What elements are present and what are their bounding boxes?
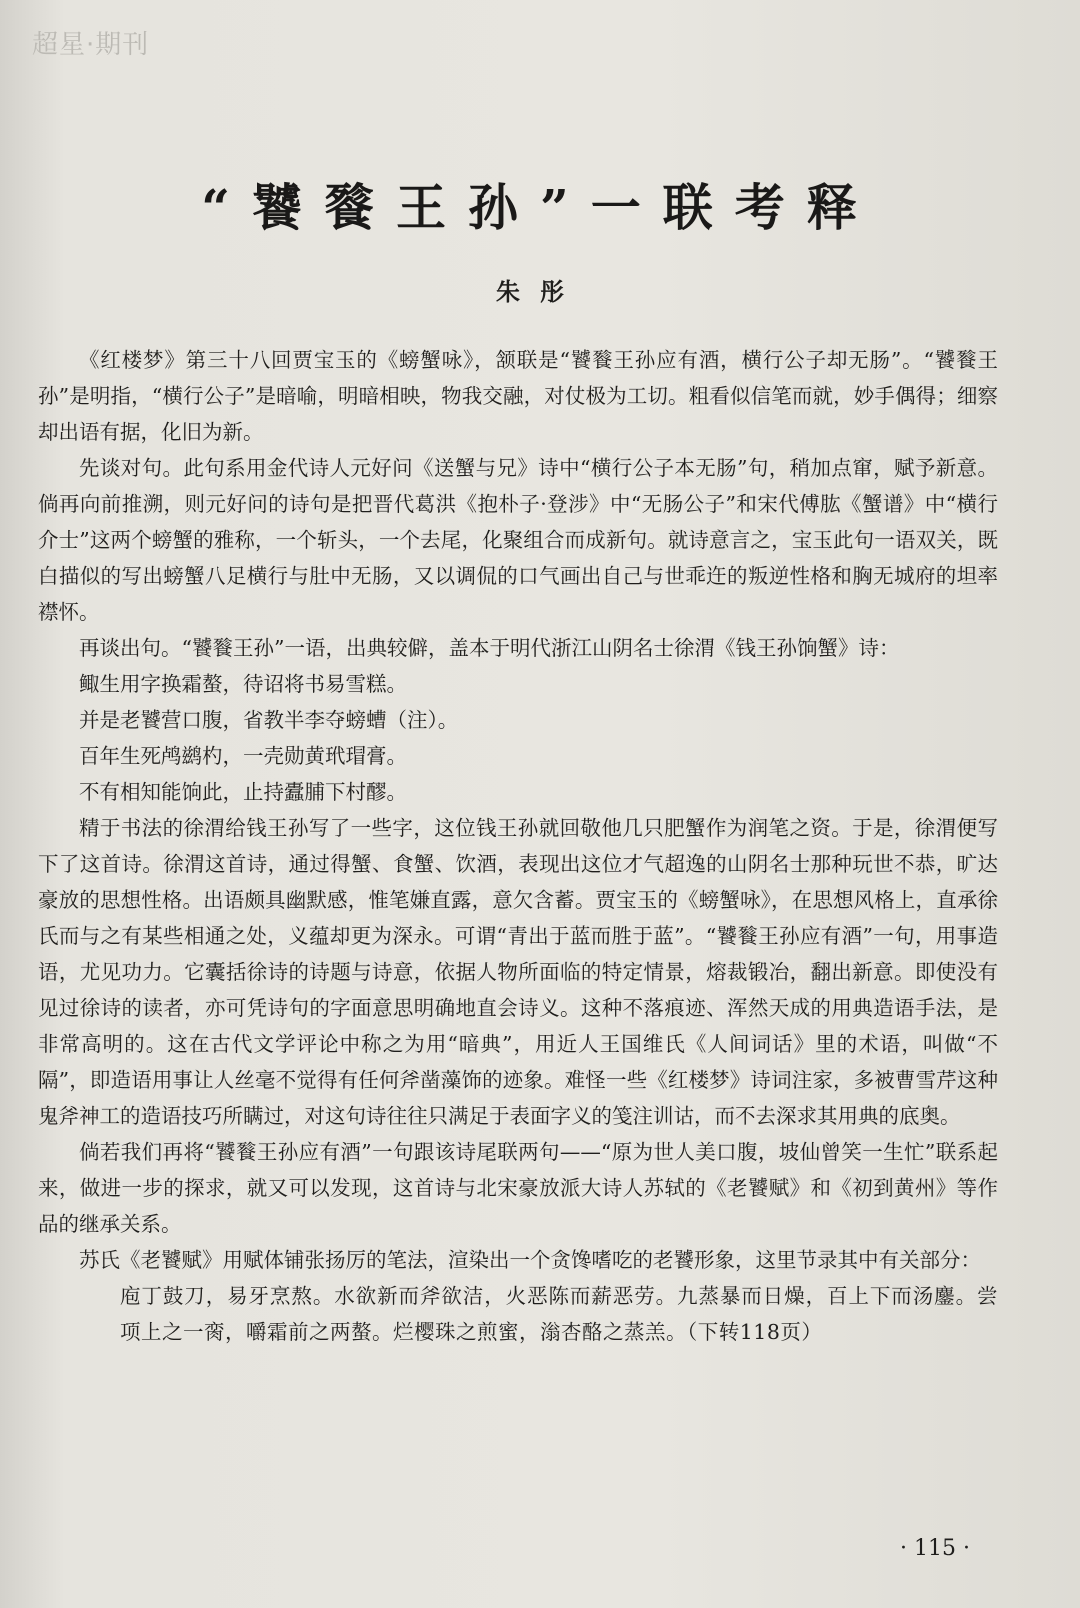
paragraph: 再谈出句。“饕餮王孙”一语，出典较僻，盖本于明代浙江山阴名士徐渭《钱王孙饷蟹》诗： <box>79 636 900 660</box>
paragraph: 倘若我们再将“饕餮王孙应有酒”一句跟该诗尾联两句——“原为世人美口腹，坡仙曾笑一生忙”联系起来，做进一步的探求，就又可以发现，这首诗与北宋豪放派大诗人苏轼的《老饕赋》和《初到黄州》等作品的继承关系。 <box>38 1140 998 1236</box>
block-quote: 庖丁鼓刀，易牙烹熬。水欲新而斧欲洁，火恶陈而薪恶劳。九蒸暴而日燥，百上下而汤鏖。尝项上之一脔，嚼霜前之两螯。烂樱珠之煎蜜，滃杏酪之蒸羔。（下转118页） <box>120 1284 998 1344</box>
paragraph: 《红楼梦》第三十八回贾宝玉的《螃蟹咏》，颔联是“饕餮王孙应有酒，横行公子却无肠”。“饕餮王孙”是明指，“横行公子”是暗喻，明暗相映，物我交融，对仗极为工切。粗看似信笔而就，妙手偶得；细察却出语有据，化旧为新。 <box>38 348 998 444</box>
article-body <box>38 342 998 1350</box>
watermark: 超星·期刊 <box>32 30 150 60</box>
article-author: 朱彤 <box>496 277 584 306</box>
verse-line: 鲰生用字换霜螯，待诏将书易雪糕。 <box>79 672 407 696</box>
article-title: “饕餮王孙”一联考释 <box>201 178 879 237</box>
paragraph: 精于书法的徐渭给钱王孙写了一些字，这位钱王孙就回敬他几只肥蟹作为润笔之资。于是，徐渭便写下了这首诗。徐渭这首诗，通过得蟹、食蟹、饮酒，表现出这位才气超逸的山阴名士那种玩世不恭，旷达豪放的思想性格。出语颇具幽默感，惟笔嫌直露，意欠含蓄。贾宝玉的《螃蟹咏》，在思想风格上，直承徐氏而与之有某些相通之处，义蕴却更为深永。可谓“青出于蓝而胜于蓝”。“饕餮王孙应有酒”一句，用事造语，尤见功力。它囊括徐诗的诗题与诗意，依据人物所面临的特定情景，熔裁锻冶，翻出新意。即使没有见过徐诗的读者，亦可凭诗句的字面意思明确地直会诗义。这种不落痕迹、浑然天成的用典造语手法，是非常高明的。这在古代文学评论中称之为用“暗典”，用近人王国维氏《人间词话》里的术语，叫做“不隔”，即造语用事让人丝毫不觉得有任何斧凿藻饰的迹象。难怪一些《红楼梦》诗词注家，多被曹雪芹这种鬼斧神工的造语技巧所瞒过，对这句诗往往只满足于表面字义的笺注训诂，而不去深求其用典的底奥。 <box>38 816 998 1128</box>
verse-line: 不有相知能饷此，止持蠹脯下村醪。 <box>79 780 407 804</box>
page-number: · 115 · <box>900 1536 970 1561</box>
verse-line: 并是老饕营口腹，省教半李夺螃螬（注）。 <box>79 708 459 732</box>
verse-line: 百年生死鸬鹚杓，一壳勋黄玳瑁膏。 <box>79 744 407 768</box>
paragraph: 苏氏《老饕赋》用赋体铺张扬厉的笔法，渲染出一个贪馋嗜吃的老饕形象，这里节录其中有关部分： <box>79 1248 981 1272</box>
paragraph: 先谈对句。此句系用金代诗人元好问《送蟹与兄》诗中“横行公子本无肠”句，稍加点窜，赋予新意。倘再向前推溯，则元好问的诗句是把晋代葛洪《抱朴子·登涉》中“无肠公子”和宋代傅肱《蟹谱》中“横行介士”这两个螃蟹的雅称，一个斩头，一个去尾，化聚组合而成新句。就诗意言之，宝玉此句一语双关，既白描似的写出螃蟹八足横行与肚中无肠，又以调侃的口气画出自己与世乖迕的叛逆性格和胸无城府的坦率襟怀。 <box>38 456 998 624</box>
